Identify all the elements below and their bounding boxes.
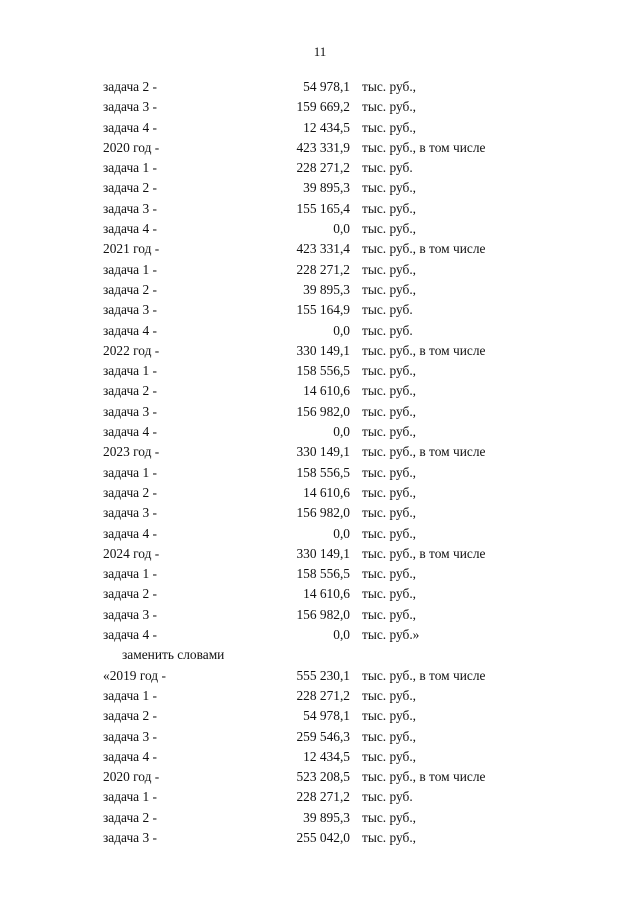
- row-label: задача 1 -: [103, 687, 157, 703]
- row-value: 156 982,0: [296, 606, 350, 622]
- budget-row: [0, 564, 640, 584]
- row-label: 2022 год -: [103, 342, 160, 358]
- budget-row: [0, 138, 640, 158]
- budget-row: [0, 178, 640, 198]
- row-value: 12 434,5: [303, 119, 350, 135]
- row-label: задача 3 -: [103, 302, 157, 318]
- budget-row: [0, 199, 640, 219]
- row-unit: тыс. руб.,: [362, 728, 417, 744]
- row-value: 158 556,5: [296, 566, 350, 582]
- row-value: 523 208,5: [296, 769, 350, 785]
- row-value: 39 895,3: [303, 180, 350, 196]
- budget-row: [0, 463, 640, 483]
- row-label: задача 2 -: [103, 281, 157, 297]
- note-text: заменить словами: [122, 647, 225, 663]
- budget-row: [0, 503, 640, 523]
- row-unit: тыс. руб.,: [362, 221, 417, 237]
- row-label: задача 3 -: [103, 829, 157, 845]
- row-unit: тыс. руб.,: [362, 484, 417, 500]
- row-unit: тыс. руб., в том числе: [362, 769, 486, 785]
- budget-row: [0, 787, 640, 807]
- row-unit: тыс. руб.,: [362, 829, 417, 845]
- budget-row: [0, 341, 640, 361]
- row-value: 0,0: [333, 322, 350, 338]
- row-value: 330 149,1: [296, 545, 350, 561]
- row-unit: тыс. руб.,: [362, 586, 417, 602]
- row-label: задача 1 -: [103, 160, 157, 176]
- budget-row: [0, 239, 640, 259]
- row-label: задача 3 -: [103, 99, 157, 115]
- budget-row: [0, 808, 640, 828]
- row-value: 14 610,6: [303, 586, 350, 602]
- row-label: задача 3 -: [103, 505, 157, 521]
- row-unit: тыс. руб.,: [362, 383, 417, 399]
- budget-row: [0, 828, 640, 848]
- row-unit: тыс. руб.,: [362, 687, 417, 703]
- row-unit: тыс. руб.,: [362, 200, 417, 216]
- budget-row: [0, 219, 640, 239]
- row-value: 330 149,1: [296, 444, 350, 460]
- row-label: 2021 год -: [103, 241, 160, 257]
- row-unit: тыс. руб.,: [362, 748, 417, 764]
- row-value: 155 165,4: [296, 200, 350, 216]
- row-unit: тыс. руб., в том числе: [362, 139, 486, 155]
- row-value: 156 982,0: [296, 505, 350, 521]
- row-unit: тыс. руб.: [362, 789, 413, 805]
- row-unit: тыс. руб.,: [362, 708, 417, 724]
- row-value: 228 271,2: [296, 687, 350, 703]
- row-unit: тыс. руб.,: [362, 119, 417, 135]
- row-label: задача 1 -: [103, 566, 157, 582]
- budget-row: [0, 747, 640, 767]
- row-value: 423 331,4: [296, 241, 350, 257]
- budget-row: [0, 727, 640, 747]
- row-value: 39 895,3: [303, 809, 350, 825]
- row-label: задача 2 -: [103, 809, 157, 825]
- budget-row: [0, 625, 640, 645]
- row-label: задача 4 -: [103, 119, 157, 135]
- row-value: 228 271,2: [296, 261, 350, 277]
- row-label: задача 4 -: [103, 424, 157, 440]
- budget-row: [0, 544, 640, 564]
- row-label: задача 1 -: [103, 363, 157, 379]
- replace-note: [0, 645, 640, 665]
- row-label: 2023 год -: [103, 444, 160, 460]
- row-unit: тыс. руб.,: [362, 79, 417, 94]
- row-value: 158 556,5: [296, 464, 350, 480]
- row-label: 2020 год -: [103, 769, 160, 785]
- budget-row: [0, 666, 640, 686]
- budget-row: [0, 524, 640, 544]
- budget-row: [0, 686, 640, 706]
- row-label: задача 2 -: [103, 383, 157, 399]
- budget-row: [0, 300, 640, 320]
- row-label: задача 2 -: [103, 708, 157, 724]
- row-value: 228 271,2: [296, 160, 350, 176]
- budget-row: [0, 767, 640, 787]
- row-label: «2019 год -: [103, 667, 166, 683]
- row-unit: тыс. руб.,: [362, 606, 417, 622]
- row-value: 423 331,9: [296, 139, 350, 155]
- row-label: задача 3 -: [103, 200, 157, 216]
- row-value: 155 164,9: [296, 302, 350, 318]
- row-value: 39 895,3: [303, 281, 350, 297]
- budget-row: [0, 584, 640, 604]
- row-value: 555 230,1: [296, 667, 350, 683]
- row-unit: тыс. руб.,: [362, 363, 417, 379]
- row-unit: тыс. руб.,: [362, 566, 417, 582]
- row-value: 255 042,0: [296, 829, 350, 845]
- row-label: задача 1 -: [103, 789, 157, 805]
- row-value: 159 669,2: [296, 99, 350, 115]
- row-value: 0,0: [333, 424, 350, 440]
- row-unit: тыс. руб., в том числе: [362, 667, 486, 683]
- budget-row: [0, 97, 640, 117]
- budget-row: [0, 321, 640, 341]
- row-label: задача 3 -: [103, 728, 157, 744]
- row-unit: тыс. руб., в том числе: [362, 545, 486, 561]
- row-unit: тыс. руб.: [362, 302, 413, 318]
- budget-row: [0, 260, 640, 280]
- row-value: 330 149,1: [296, 342, 350, 358]
- budget-row: [0, 402, 640, 422]
- row-label: задача 1 -: [103, 261, 157, 277]
- budget-list: [0, 77, 640, 848]
- row-unit: тыс. руб.,: [362, 261, 417, 277]
- budget-row: [0, 422, 640, 442]
- row-label: задача 3 -: [103, 403, 157, 419]
- row-value: 14 610,6: [303, 383, 350, 399]
- row-unit: тыс. руб.,: [362, 180, 417, 196]
- row-label: задача 2 -: [103, 484, 157, 500]
- row-value: 54 978,1: [303, 79, 350, 94]
- row-unit: тыс. руб., в том числе: [362, 444, 486, 460]
- budget-row: [0, 77, 640, 97]
- budget-row: [0, 361, 640, 381]
- budget-row: [0, 605, 640, 625]
- row-label: задача 4 -: [103, 627, 157, 643]
- row-value: 14 610,6: [303, 484, 350, 500]
- row-value: 156 982,0: [296, 403, 350, 419]
- budget-row: [0, 706, 640, 726]
- row-unit: тыс. руб.: [362, 160, 413, 176]
- row-label: задача 2 -: [103, 586, 157, 602]
- budget-row: [0, 483, 640, 503]
- row-unit: тыс. руб.,: [362, 505, 417, 521]
- budget-row: [0, 158, 640, 178]
- row-label: задача 3 -: [103, 606, 157, 622]
- row-label: задача 2 -: [103, 180, 157, 196]
- row-value: 0,0: [333, 627, 350, 643]
- row-unit: тыс. руб.: [362, 322, 413, 338]
- row-label: задача 4 -: [103, 748, 157, 764]
- row-value: 228 271,2: [296, 789, 350, 805]
- row-label: задача 2 -: [103, 79, 157, 94]
- row-unit: тыс. руб.,: [362, 464, 417, 480]
- budget-row: [0, 280, 640, 300]
- row-value: 12 434,5: [303, 748, 350, 764]
- row-value: 158 556,5: [296, 363, 350, 379]
- row-label: задача 4 -: [103, 322, 157, 338]
- row-unit: тыс. руб.,: [362, 809, 417, 825]
- row-unit: тыс. руб.»: [362, 627, 420, 643]
- budget-row: [0, 442, 640, 462]
- row-unit: тыс. руб.,: [362, 281, 417, 297]
- row-unit: тыс. руб., в том числе: [362, 241, 486, 257]
- row-value: 54 978,1: [303, 708, 350, 724]
- row-label: задача 4 -: [103, 221, 157, 237]
- row-value: 259 546,3: [296, 728, 350, 744]
- row-unit: тыс. руб.,: [362, 99, 417, 115]
- page-number: 11: [313, 44, 327, 59]
- row-unit: тыс. руб., в том числе: [362, 342, 486, 358]
- row-label: 2024 год -: [103, 545, 160, 561]
- row-value: 0,0: [333, 525, 350, 541]
- row-label: 2020 год -: [103, 139, 160, 155]
- row-value: 0,0: [333, 221, 350, 237]
- budget-row: [0, 381, 640, 401]
- row-label: задача 1 -: [103, 464, 157, 480]
- budget-row: [0, 118, 640, 138]
- row-unit: тыс. руб.,: [362, 525, 417, 541]
- row-unit: тыс. руб.,: [362, 424, 417, 440]
- row-unit: тыс. руб.,: [362, 403, 417, 419]
- row-label: задача 4 -: [103, 525, 157, 541]
